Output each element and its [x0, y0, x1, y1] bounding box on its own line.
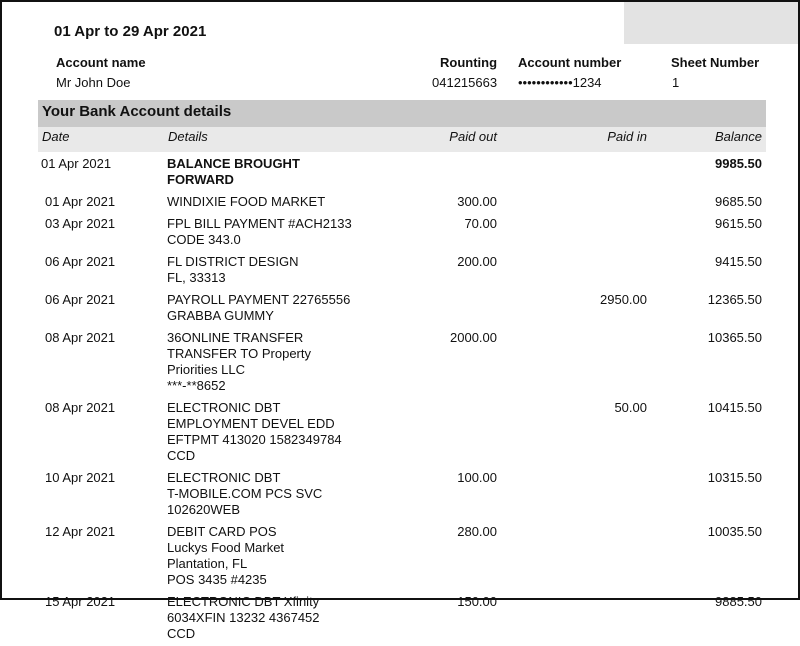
- transaction-details: [167, 522, 367, 588]
- transaction-date: 15 Apr 2021: [45, 594, 116, 609]
- transaction-paid-out: 70.00: [464, 216, 497, 231]
- transaction-details-line: TRANSFER TO Property: [167, 346, 311, 361]
- transaction-balance: 10415.50: [707, 400, 762, 415]
- column-header-paid-out: Paid out: [449, 129, 497, 144]
- transaction-details-line: FORWARD: [167, 172, 234, 187]
- transaction-balance: 9885.50: [715, 594, 762, 609]
- transaction-details: [167, 154, 367, 188]
- transaction-paid-out: 150.00: [457, 594, 497, 609]
- transaction-details-line: CODE 343.0: [167, 232, 241, 247]
- table-row: [2, 252, 798, 286]
- transaction-details: [167, 192, 367, 210]
- table-row: [2, 592, 798, 642]
- transaction-details-line: FL, 33313: [167, 270, 226, 285]
- transaction-date: 10 Apr 2021: [45, 470, 116, 485]
- column-header-paid-in: Paid in: [607, 129, 647, 144]
- table-row: [2, 522, 798, 588]
- table-row: [2, 468, 798, 518]
- transaction-balance: 9985.50: [715, 156, 762, 171]
- transaction-paid-out: 300.00: [457, 194, 497, 209]
- transaction-balance: 10315.50: [707, 470, 762, 485]
- transaction-paid-in: 2950.00: [600, 292, 647, 307]
- transaction-date: 08 Apr 2021: [45, 400, 116, 415]
- transaction-details: [167, 214, 367, 248]
- transaction-details-line: POS 3435 #4235: [167, 572, 267, 587]
- sheet-number-label: Sheet Number: [671, 55, 760, 70]
- transaction-details-line: Priorities LLC: [167, 362, 246, 377]
- transaction-details: [167, 398, 367, 464]
- account-name-value: Mr John Doe: [56, 75, 131, 90]
- transaction-paid-out: 280.00: [457, 524, 497, 539]
- transaction-balance: 10035.50: [707, 524, 762, 539]
- transaction-date: 12 Apr 2021: [45, 524, 116, 539]
- transaction-paid-out: 2000.00: [450, 330, 497, 345]
- transaction-date: 03 Apr 2021: [45, 216, 116, 231]
- transaction-details-line: CCD: [167, 448, 196, 463]
- section-title-bar: [38, 100, 766, 127]
- transaction-balance: 10365.50: [707, 330, 762, 345]
- transaction-balance: 9615.50: [715, 216, 762, 231]
- account-name-label: Account name: [56, 55, 146, 70]
- transaction-details-line: FL DISTRICT DESIGN: [167, 254, 299, 269]
- transaction-details-line: Plantation, FL: [167, 556, 248, 571]
- statement-period: 01 Apr to 29 Apr 2021: [54, 23, 207, 40]
- transaction-details-line: ELECTRONIC DBT: [167, 400, 281, 415]
- transaction-date: 06 Apr 2021: [45, 292, 116, 307]
- transaction-date: 08 Apr 2021: [45, 330, 116, 345]
- transaction-details-line: ELECTRONIC DBT Xfinity: [167, 594, 320, 609]
- transaction-details: [167, 468, 367, 518]
- transaction-details-line: 102620WEB: [167, 502, 240, 517]
- transaction-details-line: PAYROLL PAYMENT 22765556: [167, 292, 351, 307]
- column-header-date: Date: [42, 129, 70, 144]
- table-row: [2, 214, 798, 248]
- transaction-date: 01 Apr 2021: [41, 156, 112, 171]
- transaction-details-line: FPL BILL PAYMENT #ACH2133: [167, 216, 352, 231]
- transaction-details-line: WINDIXIE FOOD MARKET: [167, 194, 326, 209]
- transaction-paid-out: 200.00: [457, 254, 497, 269]
- transaction-balance: 9685.50: [715, 194, 762, 209]
- transaction-date: 06 Apr 2021: [45, 254, 116, 269]
- routing-value: 041215663: [432, 75, 498, 90]
- table-row: [2, 192, 798, 210]
- transaction-details-line: T-MOBILE.COM PCS SVC: [167, 486, 323, 501]
- column-header-details: Details: [168, 129, 208, 144]
- transaction-details-line: DEBIT CARD POS: [167, 524, 277, 539]
- account-details-band: [38, 100, 766, 152]
- transaction-details-line: EMPLOYMENT DEVEL EDD: [167, 416, 335, 431]
- column-header-balance: Balance: [715, 129, 762, 144]
- transaction-details-line: ***-**8652: [167, 378, 226, 393]
- transaction-details-line: ELECTRONIC DBT: [167, 470, 281, 485]
- transaction-balance: 12365.50: [707, 292, 762, 307]
- transaction-details-line: EFTPMT 413020 1582349784: [167, 432, 342, 447]
- header-corner-block: [624, 2, 798, 44]
- transaction-details-line: 36ONLINE TRANSFER: [167, 330, 304, 345]
- transaction-details-line: Luckys Food Market: [167, 540, 285, 555]
- table-row: [2, 398, 798, 464]
- transaction-details-line: BALANCE BROUGHT: [167, 156, 300, 171]
- table-row: [2, 328, 798, 394]
- table-row: [2, 290, 798, 324]
- transaction-details: [167, 592, 367, 642]
- section-title: Your Bank Account details: [42, 103, 232, 120]
- sheet-number-value: 1: [672, 75, 680, 90]
- transaction-details-line: 6034XFIN 13232 4367452: [167, 610, 320, 625]
- transaction-date: 01 Apr 2021: [45, 194, 116, 209]
- account-number-label: Account number: [518, 55, 622, 70]
- transaction-paid-in: 50.00: [614, 400, 647, 415]
- account-number-value: ••••••••••••1234: [518, 75, 602, 90]
- transaction-details: [167, 252, 367, 286]
- transaction-paid-out: 100.00: [457, 470, 497, 485]
- transaction-details: [167, 290, 367, 324]
- transaction-details-line: CCD: [167, 626, 196, 641]
- transactions-table: [2, 154, 798, 646]
- transaction-balance: 9415.50: [715, 254, 762, 269]
- transaction-details: [167, 328, 367, 394]
- routing-label: Rounting: [440, 55, 498, 70]
- table-row: [2, 154, 798, 188]
- transaction-details-line: GRABBA GUMMY: [167, 308, 274, 323]
